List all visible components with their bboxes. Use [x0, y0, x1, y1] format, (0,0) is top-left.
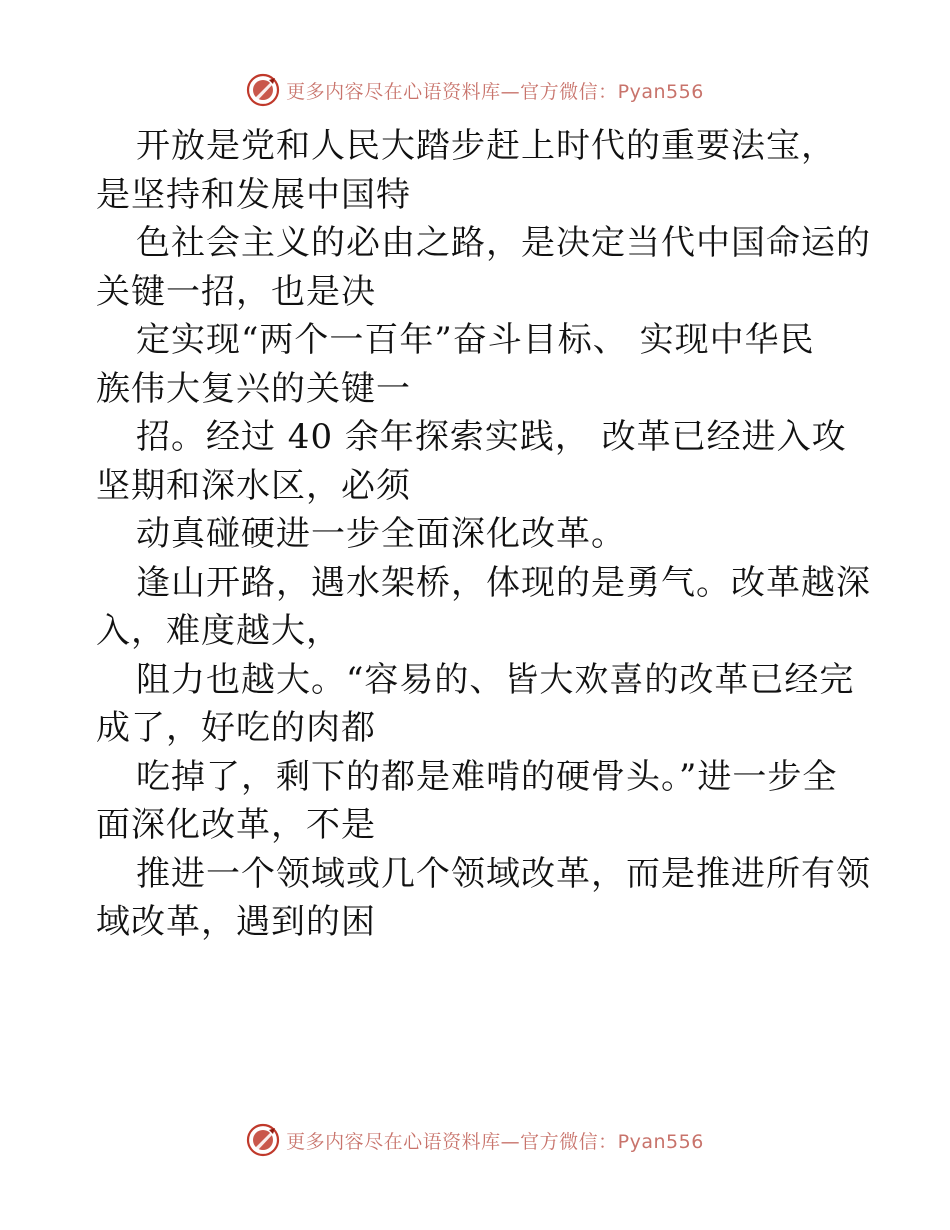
quill-seal-icon	[246, 73, 280, 107]
text-line: 关键一招，也是决	[96, 271, 376, 312]
document-body	[96, 122, 871, 947]
text-line: 是坚持和发展中国特	[96, 174, 411, 215]
text-line: 坚期和深水区，必须	[96, 465, 411, 506]
text-line: 招。经过 40 余年探索实践， 改革已经进入攻	[136, 417, 847, 457]
watermark-text: 更多内容尽在心语资料库—官方微信：Pyan556	[286, 80, 704, 103]
header-watermark	[0, 68, 950, 112]
text-line: 成了，好吃的肉都	[96, 708, 376, 748]
text-line: 定实现“两个一百年”奋斗目标、 实现中华民	[136, 320, 815, 360]
text-line: 阻力也越大。“容易的、皆大欢喜的改革已经完	[136, 659, 855, 700]
text-line: 入，难度越大，	[96, 611, 341, 651]
text-line: 逢山开路，遇水架桥，体现的是勇气。改革越深	[136, 562, 871, 603]
text-line: 推进一个领域或几个领域改革，而是推进所有领	[136, 853, 871, 894]
text-line: 色社会主义的必由之路，是决定当代中国命运的	[136, 223, 871, 263]
watermark-text: 更多内容尽在心语资料库—官方微信：Pyan556	[286, 1130, 704, 1153]
text-line: 面深化改革，不是	[96, 805, 376, 845]
quill-seal-icon	[246, 1123, 280, 1157]
text-line: 开放是党和人民大踏步赶上时代的重要法宝，	[136, 126, 836, 166]
text-line: 动真碰硬进一步全面深化改革。	[136, 514, 626, 554]
text-line: 域改革，遇到的困	[96, 902, 376, 942]
text-line: 族伟大复兴的关键一	[96, 368, 411, 409]
footer-watermark	[0, 1118, 950, 1162]
text-line: 吃掉了，剩下的都是难啃的硬骨头。”进一步全	[136, 756, 838, 797]
